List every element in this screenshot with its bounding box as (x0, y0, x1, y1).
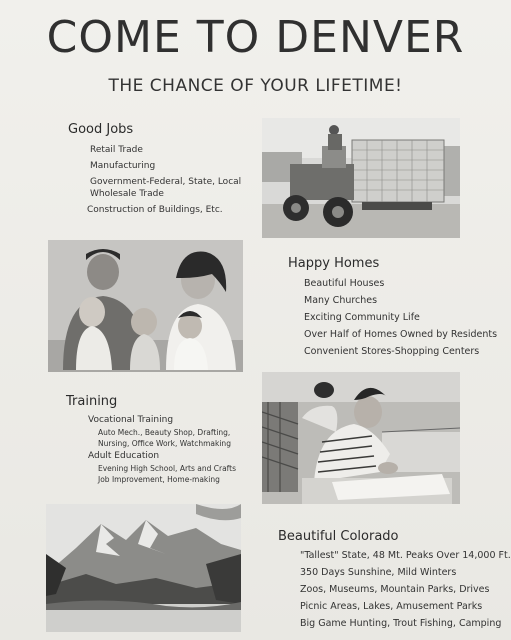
list-item: Evening High School, Arts and Crafts (98, 464, 237, 473)
list-item: Beautiful Houses (304, 278, 385, 289)
colorado-list (300, 547, 511, 632)
list-item: Government-Federal, State, Local (90, 177, 242, 187)
forklift-photo (262, 118, 460, 238)
training-heading: Training (66, 394, 118, 409)
list-item: Job Improvement, Home-making (98, 475, 220, 484)
list-item: "Tallest" State, 48 Mt. Peaks Over 14,000 Ft. (300, 550, 511, 561)
list-item: Many Churches (304, 295, 378, 306)
good-jobs-list (87, 142, 242, 218)
happy-homes-list (304, 275, 497, 360)
good-jobs-heading: Good Jobs (68, 122, 134, 137)
list-item: Big Game Hunting, Trout Fishing, Camping (300, 618, 502, 629)
list-item: Auto Mech., Beauty Shop, Drafting, (98, 428, 231, 437)
list-item: Manufacturing (90, 161, 156, 171)
list-item: Adult Education (88, 451, 160, 461)
training-list (88, 413, 236, 485)
happy-homes-heading: Happy Homes (288, 256, 380, 271)
list-item: Picnic Areas, Lakes, Amusement Parks (300, 601, 483, 612)
poster-title: COME TO DENVER (46, 12, 465, 63)
list-item: Construction of Buildings, Etc. (87, 205, 223, 215)
list-item: Vocational Training (88, 415, 174, 425)
classroom-photo (262, 372, 460, 504)
poster-subtitle: THE CHANCE OF YOUR LIFETIME! (108, 76, 403, 96)
family-photo (48, 240, 243, 372)
list-item: Zoos, Museums, Mountain Parks, Drives (300, 584, 490, 595)
list-item: Over Half of Homes Owned by Residents (304, 329, 498, 340)
list-item: 350 Days Sunshine, Mild Winters (300, 567, 457, 578)
list-item: Convenient Stores-Shopping Centers (304, 346, 480, 357)
list-item: Wholesale Trade (90, 189, 164, 199)
list-item: Retail Trade (90, 145, 143, 155)
list-item: Exciting Community Life (304, 312, 420, 323)
beautiful-colorado-heading: Beautiful Colorado (278, 529, 399, 544)
mountain-photo (46, 504, 241, 632)
list-item: Nursing, Office Work, Watchmaking (98, 439, 231, 448)
